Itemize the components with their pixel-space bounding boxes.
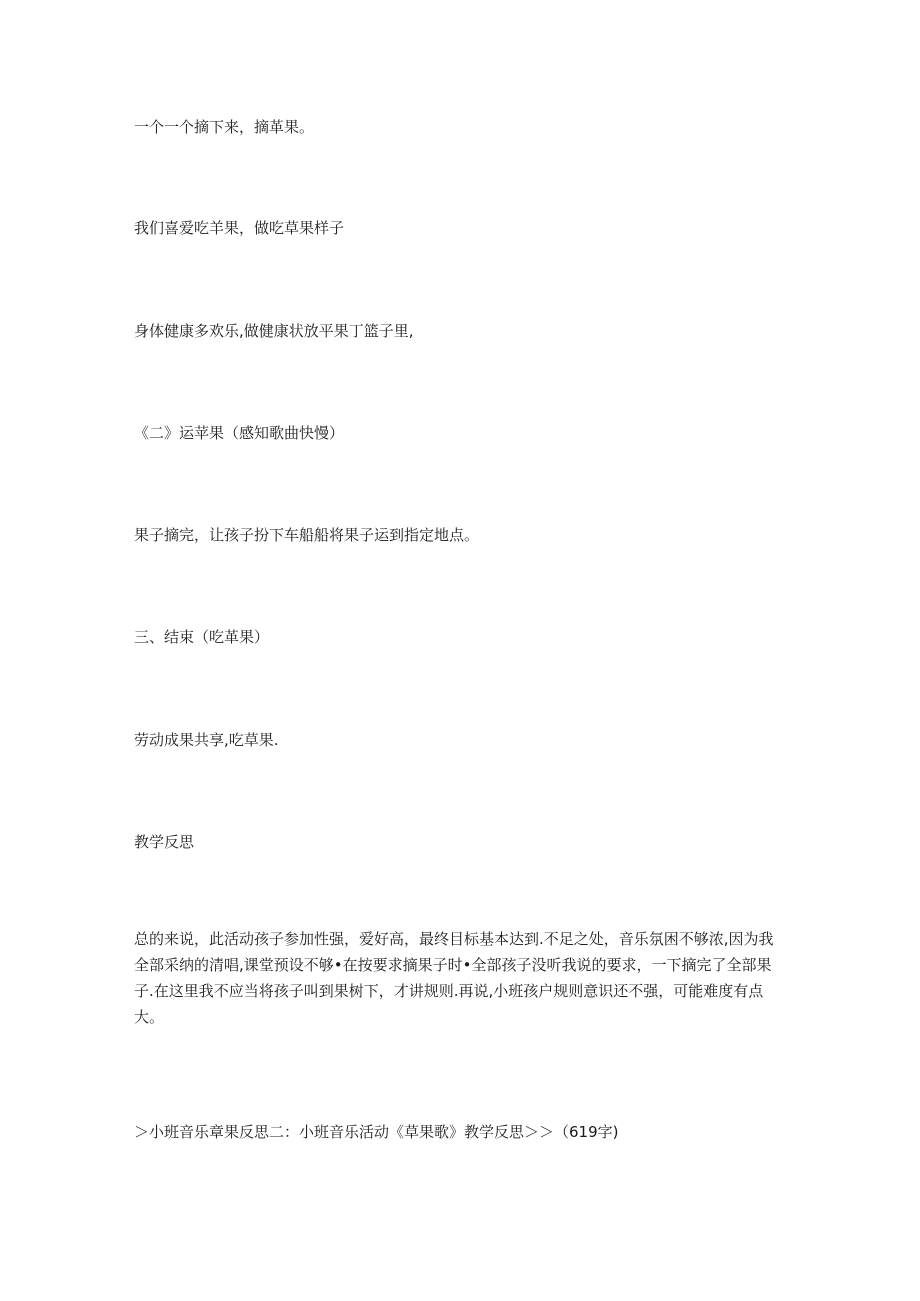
text-line-picking: 一个一个摘下来，摘革果。	[134, 118, 315, 136]
text-line-healthy: 身体健康多欢乐,做健康状放平果丁篮子里,	[134, 322, 414, 340]
section-heading-transport: 《二》运苹果（感知歌曲快慢）	[134, 424, 345, 442]
text-line-share: 劳动成果共享,吃草果.	[134, 731, 279, 749]
text-line-eating: 我们喜爱吃羊果，做吃草果样子	[134, 219, 345, 237]
reflection-paragraph: 总的来说，此活动孩子参加性强，爱好高，最终目标基本达到.不足之处，音乐氛困不够浓,因为我全部采纳的清唱,课堂预设不够•在按要求摘果子时•全部孩子没听我说的要求，一下摘完了全部果子.在这里我不应当将孩子叫到果树下，才讲规则.再说,小班孩户规则意识还不强，可能难度有点大。	[134, 930, 774, 1026]
footer-article-link[interactable]: ＞小班音乐章果反思二：小班音乐活动《草果歌》教学反思＞＞（619字)	[134, 1123, 619, 1141]
section-heading-ending: 三、结束（吃革果）	[134, 628, 270, 646]
section-heading-reflection: 教学反思	[134, 833, 195, 851]
text-line-transport: 果子摘完，让孩子扮下车船船将果子运到指定地点。	[134, 526, 480, 544]
